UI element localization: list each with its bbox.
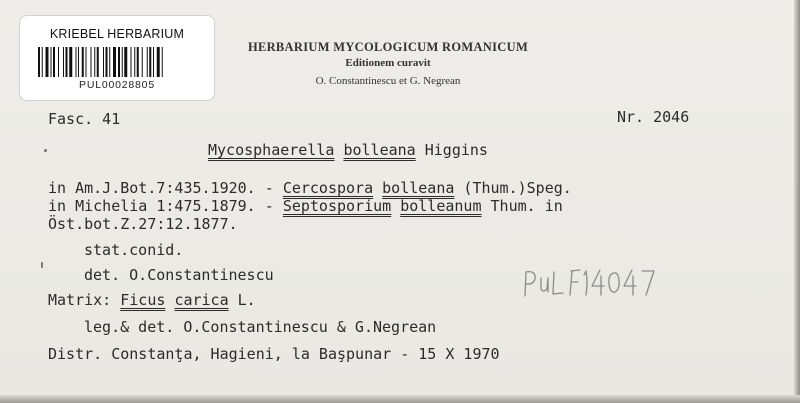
determiner-text: det. O.Constantinescu (84, 266, 274, 284)
herbarium-editors: O. Constantinescu et G. Negrean (315, 75, 461, 87)
fascicle-number: Fasc. 41 (48, 110, 121, 128)
species-name (208, 141, 488, 159)
sheet-edge (0, 395, 800, 403)
herbarium-title: HERBARIUM MYCOLOGICUM ROMANICUM (247, 40, 529, 54)
matrix-line (48, 291, 256, 309)
locality-text: Distr. Constanţa, Hagieni, la Başpunar - 15 X 1970 (48, 345, 500, 363)
synonym-2-epithet: bolleanum (400, 197, 482, 215)
stat-text: stat.conid. (84, 241, 184, 259)
synonym-1-genus: Cercospora (282, 179, 374, 197)
synonym-1-epithet: bolleana (382, 179, 455, 197)
citation-2-prefix: in Michelia 1:475.1879. - (48, 197, 283, 215)
paper-speck (41, 262, 43, 268)
barcode-number: PUL00028805 (79, 79, 155, 91)
host-author: L. (228, 291, 256, 309)
exsiccata-number: Nr. 2046 (617, 108, 690, 126)
barcode-label (20, 16, 214, 100)
host-epithet: carica (174, 291, 229, 309)
citation-1-prefix: in Am.J.Bot.7:435.1920. - (48, 179, 283, 197)
sheet-edge (794, 0, 800, 403)
citation-line-2 (48, 197, 563, 215)
citation-2-suffix: Thum. in (481, 197, 563, 215)
barcode-icon (38, 47, 196, 77)
species-genus: Mycosphaerella (208, 141, 335, 159)
citation-line-1 (48, 179, 572, 197)
species-epithet: bolleana (343, 141, 416, 159)
host-genus: Ficus (120, 291, 166, 309)
citation-line-3: Öst.bot.Z.27:12.1877. (48, 215, 238, 233)
synonym-2-genus: Septosporium (282, 197, 392, 215)
handwritten-accession-number (522, 262, 662, 300)
herbarium-subtitle: Editionem curavit (345, 57, 431, 69)
paper-speck (44, 149, 47, 152)
barcode-title: KRIEBEL HERBARIUM (49, 27, 185, 41)
matrix-prefix: Matrix: (48, 291, 121, 309)
species-author: Higgins (424, 141, 488, 159)
citation-1-suffix: (Thum.)Speg. (454, 179, 572, 197)
collector-text: leg.& det. O.Constantinescu & G.Negrean (84, 318, 437, 336)
